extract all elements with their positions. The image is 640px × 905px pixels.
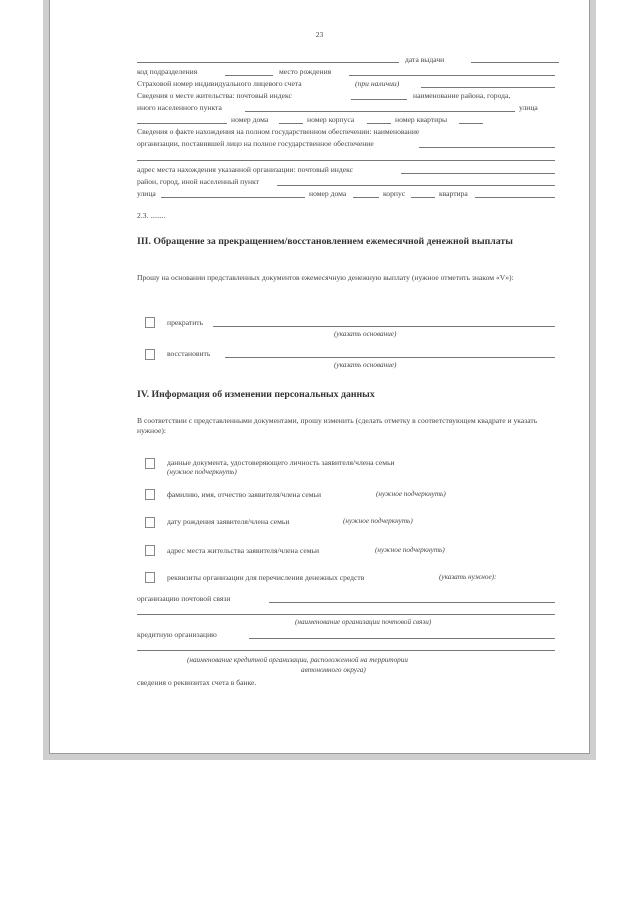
item-2-3: 2.3. ........: [137, 211, 166, 220]
section-4-intro: В соответствии с представленными документами, прошу изменить (сделать отметку в соответствующем квадрате и указать нужное):: [137, 416, 538, 435]
change-birthdate-note: (нужное подчеркнуть): [343, 517, 413, 525]
snils-label: Страховой номер индивидуального лицевого счета: [137, 79, 302, 88]
stop-label: прекратить: [167, 318, 204, 327]
change-name-label: фамилию, имя, отчество заявителя/члена семьи: [167, 490, 322, 499]
section-3-intro: Прошу на основании представленных документов ежемесячную денежную выплату (нужное отметить знаком «V»):: [137, 273, 514, 282]
change-document-checkbox[interactable]: [145, 458, 155, 469]
org-building-label: корпус: [383, 189, 406, 198]
postal-org-field-2[interactable]: [137, 614, 555, 615]
restore-label: восстановить: [167, 349, 211, 358]
change-bank-details-note: (указать нужное):: [439, 573, 497, 581]
change-address-checkbox[interactable]: [145, 545, 155, 556]
state-care-org-field[interactable]: [419, 147, 555, 148]
postal-org-label: организацию почтовой связи: [137, 594, 231, 603]
org-street-label: улица: [137, 189, 156, 198]
apartment-field[interactable]: [459, 123, 483, 124]
change-name-checkbox[interactable]: [145, 489, 155, 500]
blank-line: [137, 62, 399, 63]
stop-reason-field[interactable]: [213, 326, 555, 327]
org-street-field[interactable]: [161, 197, 305, 198]
building-label: номер корпуса: [307, 115, 355, 124]
document-page: [43, 0, 596, 760]
section-4-title: IV. Информация об изменении персональных данных: [137, 389, 375, 400]
credit-org-field-2[interactable]: [137, 650, 555, 651]
stop-reason-hint: (указать основание): [334, 330, 397, 338]
org-house-label: номер дома: [309, 189, 347, 198]
state-care-org-field-2[interactable]: [137, 160, 555, 161]
postal-index-field[interactable]: [351, 99, 407, 100]
snils-note: (при наличии): [355, 79, 400, 88]
postal-org-field[interactable]: [269, 602, 555, 603]
change-document-note: (нужное подчеркнуть): [167, 468, 237, 476]
org-locality-field[interactable]: [277, 185, 555, 186]
change-bank-details-checkbox[interactable]: [145, 572, 155, 583]
credit-org-label: кредитную организацию: [137, 630, 217, 639]
state-care-org-label: организации, поставившей лицо на полное государственное обеспечение: [137, 139, 374, 148]
change-document-label: данные документа, удостоверяющего личность заявителя/члена семьи: [167, 458, 395, 467]
org-house-field[interactable]: [353, 197, 379, 198]
postal-org-hint: (наименование организации почтовой связи): [295, 618, 432, 626]
credit-org-field[interactable]: [249, 638, 555, 639]
restore-reason-field[interactable]: [225, 357, 555, 358]
credit-org-hint-2: автономного округа): [301, 666, 366, 674]
residence-label: Сведения о месте жительства: почтовый индекс: [137, 91, 292, 100]
unit-code-field[interactable]: [225, 75, 273, 76]
house-field[interactable]: [279, 123, 303, 124]
unit-code-label: код подразделения: [137, 67, 198, 76]
birthplace-field[interactable]: [349, 75, 555, 76]
restore-checkbox[interactable]: [145, 349, 155, 360]
change-address-note: (нужное подчеркнуть): [375, 546, 445, 554]
birthplace-label: место рождения: [279, 67, 332, 76]
org-index-field[interactable]: [401, 173, 555, 174]
org-apartment-label: квартира: [439, 189, 468, 198]
section-3-title: III. Обращение за прекращением/восстановлением ежемесячной денежной выплаты: [137, 236, 513, 247]
credit-org-hint-1: (наименование кредитной организации, расположенной на территории: [187, 656, 408, 664]
state-care-label: Сведения о факте нахождения на полном государственном обеспечении: наименование: [137, 127, 420, 136]
issue-date-field[interactable]: [471, 62, 559, 63]
locality-field[interactable]: [245, 111, 515, 112]
org-apartment-field[interactable]: [475, 197, 555, 198]
building-field[interactable]: [367, 123, 391, 124]
change-bank-details-label: реквизиты организации для перечисления денежных средств: [167, 573, 365, 582]
page-number: 23: [315, 30, 324, 39]
street-field[interactable]: [137, 123, 227, 124]
bank-details-label: сведения о реквизитах счета в банке.: [137, 678, 257, 687]
org-address-label: адрес места нахождения указанной организации: почтовый индекс: [137, 165, 353, 174]
org-building-field[interactable]: [411, 197, 435, 198]
snils-field[interactable]: [421, 87, 555, 88]
change-name-note: (нужное подчеркнуть): [376, 490, 446, 498]
issue-date-label: дата выдачи: [405, 55, 445, 64]
change-address-label: адрес места жительства заявителя/члена семьи: [167, 546, 320, 555]
district-label: наименование района, города,: [413, 91, 511, 100]
change-birthdate-label: дату рождения заявителя/члена семьи: [167, 517, 290, 526]
apartment-label: номер квартиры: [395, 115, 448, 124]
street-label: улица: [519, 103, 538, 112]
house-label: номер дома: [231, 115, 269, 124]
locality-label: иного населенного пункта: [137, 103, 222, 112]
org-locality-label: район, город, иной населенный пункт: [137, 177, 259, 186]
stop-checkbox[interactable]: [145, 317, 155, 328]
restore-reason-hint: (указать основание): [334, 361, 397, 369]
change-birthdate-checkbox[interactable]: [145, 517, 155, 528]
